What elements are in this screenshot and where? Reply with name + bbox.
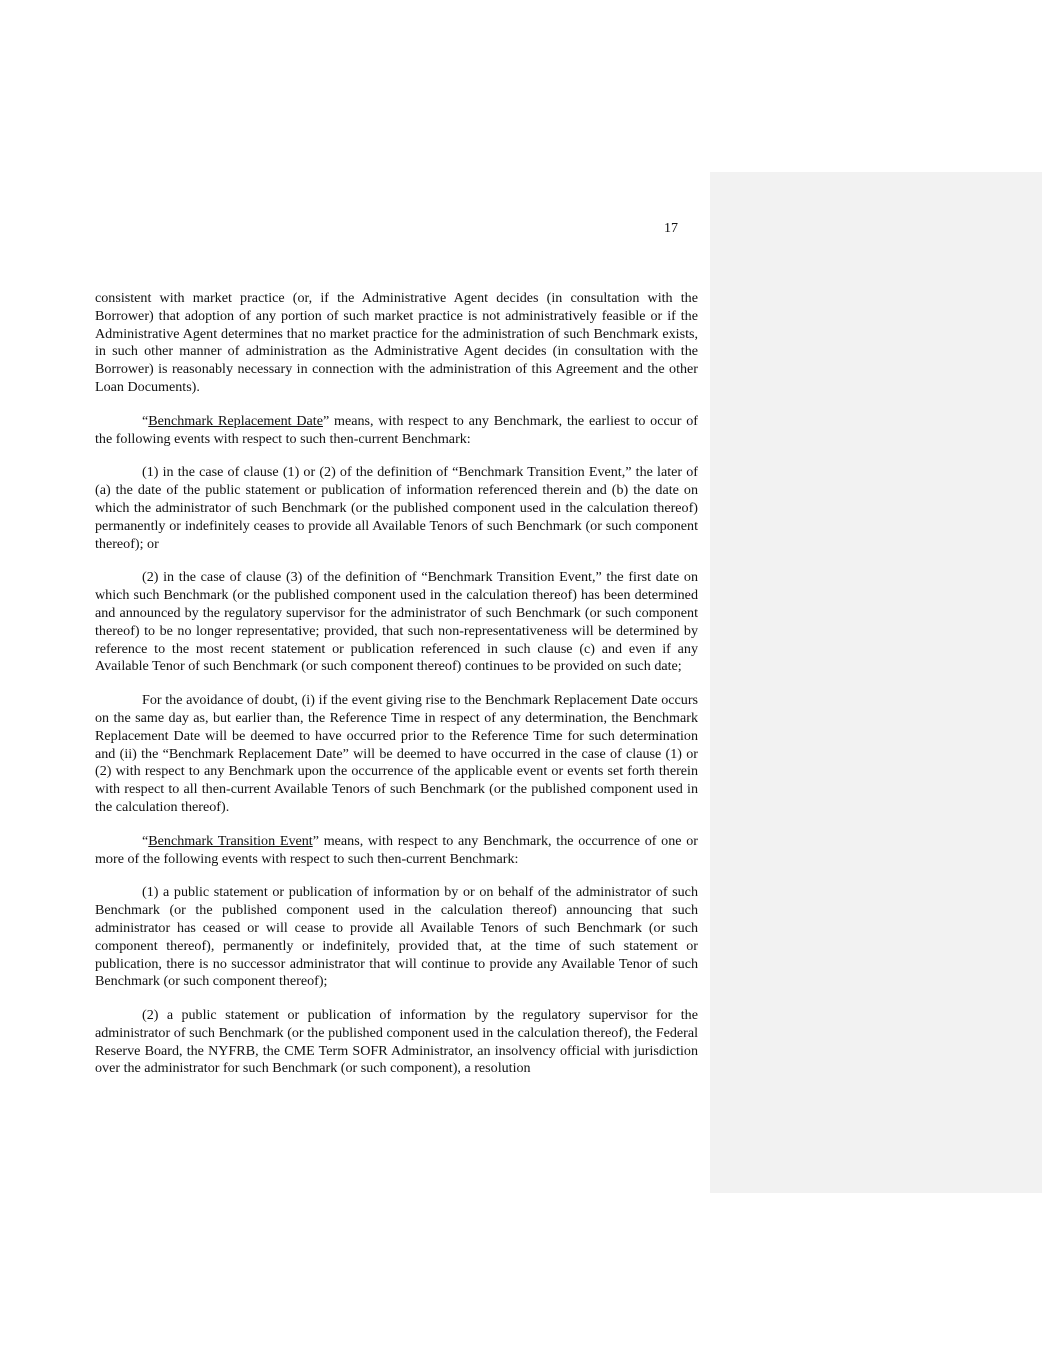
clause-paragraph: (2) a public statement or publication of information by the regulatory supervisor for the administrator of such Benchmark (or the published component used in the calculation thereof), the Federal Reserve Board, the NYFRB, the CME Term SOFR Administrator, an insolvency official with jurisdiction over the administrator for such Benchmark (or such component), a resolution: [95, 1007, 698, 1077]
definition-benchmark-replacement-date: [95, 413, 698, 449]
clause-paragraph: (1) in the case of clause (1) or (2) of the definition of “Benchmark Transition Event,” the later of (a) the date of the public statement or publication of information referenced therein and (b) the date on which the administrator of such Benchmark (or the published component used in the calculation thereof) permanently or indefinitely ceases to provide all Available Tenors of such Benchmark (or such component thereof); or: [95, 464, 698, 552]
definition-benchmark-transition-event: [95, 833, 698, 869]
open-quote: “: [142, 412, 149, 429]
defined-term: Benchmark Replacement Date: [148, 412, 323, 429]
page-number: 17: [664, 221, 678, 236]
document-body: [95, 290, 698, 1094]
defined-term: Benchmark Transition Event: [148, 832, 313, 849]
definition-text: ” means, with respect to any Benchmark, the occurrence of one or more of the following events with respect to such then-current Benchmark:: [95, 832, 698, 867]
paragraph-continuation: consistent with market practice (or, if the Administrative Agent decides (in consultation with the Borrower) that adoption of any portion of such market practice is not administratively feasible or if the Administrative Agent determines that no market practice for the administration of such Benchmark exists, in such other manner of administration as the Administrative Agent decides (in consultation with the Borrower) is reasonably necessary in connection with the administration of this Agreement and the other Loan Documents).: [95, 290, 698, 395]
clause-paragraph: (2) in the case of clause (3) of the definition of “Benchmark Transition Event,” the first date on which such Benchmark (or the published component used in the calculation thereof) has been determined and announced by the regulatory supervisor for the administrator of such Benchmark (or such component thereof) to be no longer representative; provided, that such non-representativeness will be determined by reference to the most recent statement or publication referenced in such clause (c) and even if any Available Tenor of such Benchmark (or such component thereof) continues to be provided on such date;: [95, 569, 698, 675]
open-quote: “: [142, 832, 149, 849]
comment-pane: [710, 172, 1042, 1193]
definition-text: ” means, with respect to any Benchmark, the earliest to occur of the following events with respect to such then-current Benchmark:: [95, 412, 698, 447]
avoidance-of-doubt-paragraph: For the avoidance of doubt, (i) if the event giving rise to the Benchmark Replacement Date occurs on the same day as, but earlier than, the Reference Time in respect of any determination, the Benchmark Replacement Date will be deemed to have occurred prior to the Reference Time for such determination and (ii) the “Benchmark Replacement Date” will be deemed to have occurred in the case of clause (1) or (2) with respect to any Benchmark upon the occurrence of the applicable event or events set forth therein with respect to all then-current Available Tenors of such Benchmark (or the published component used in the calculation thereof).: [95, 692, 698, 815]
clause-paragraph: (1) a public statement or publication of information by or on behalf of the administrator of such Benchmark (or the published component used in the calculation thereof) announcing that such administrator has ceased or will cease to provide all Available Tenors of such Benchmark (or such component thereof), permanently or indefinitely, provided that, at the time of such statement or publication, there is no successor administrator that will continue to provide any Available Tenor of such Benchmark (or such component thereof);: [95, 884, 698, 990]
